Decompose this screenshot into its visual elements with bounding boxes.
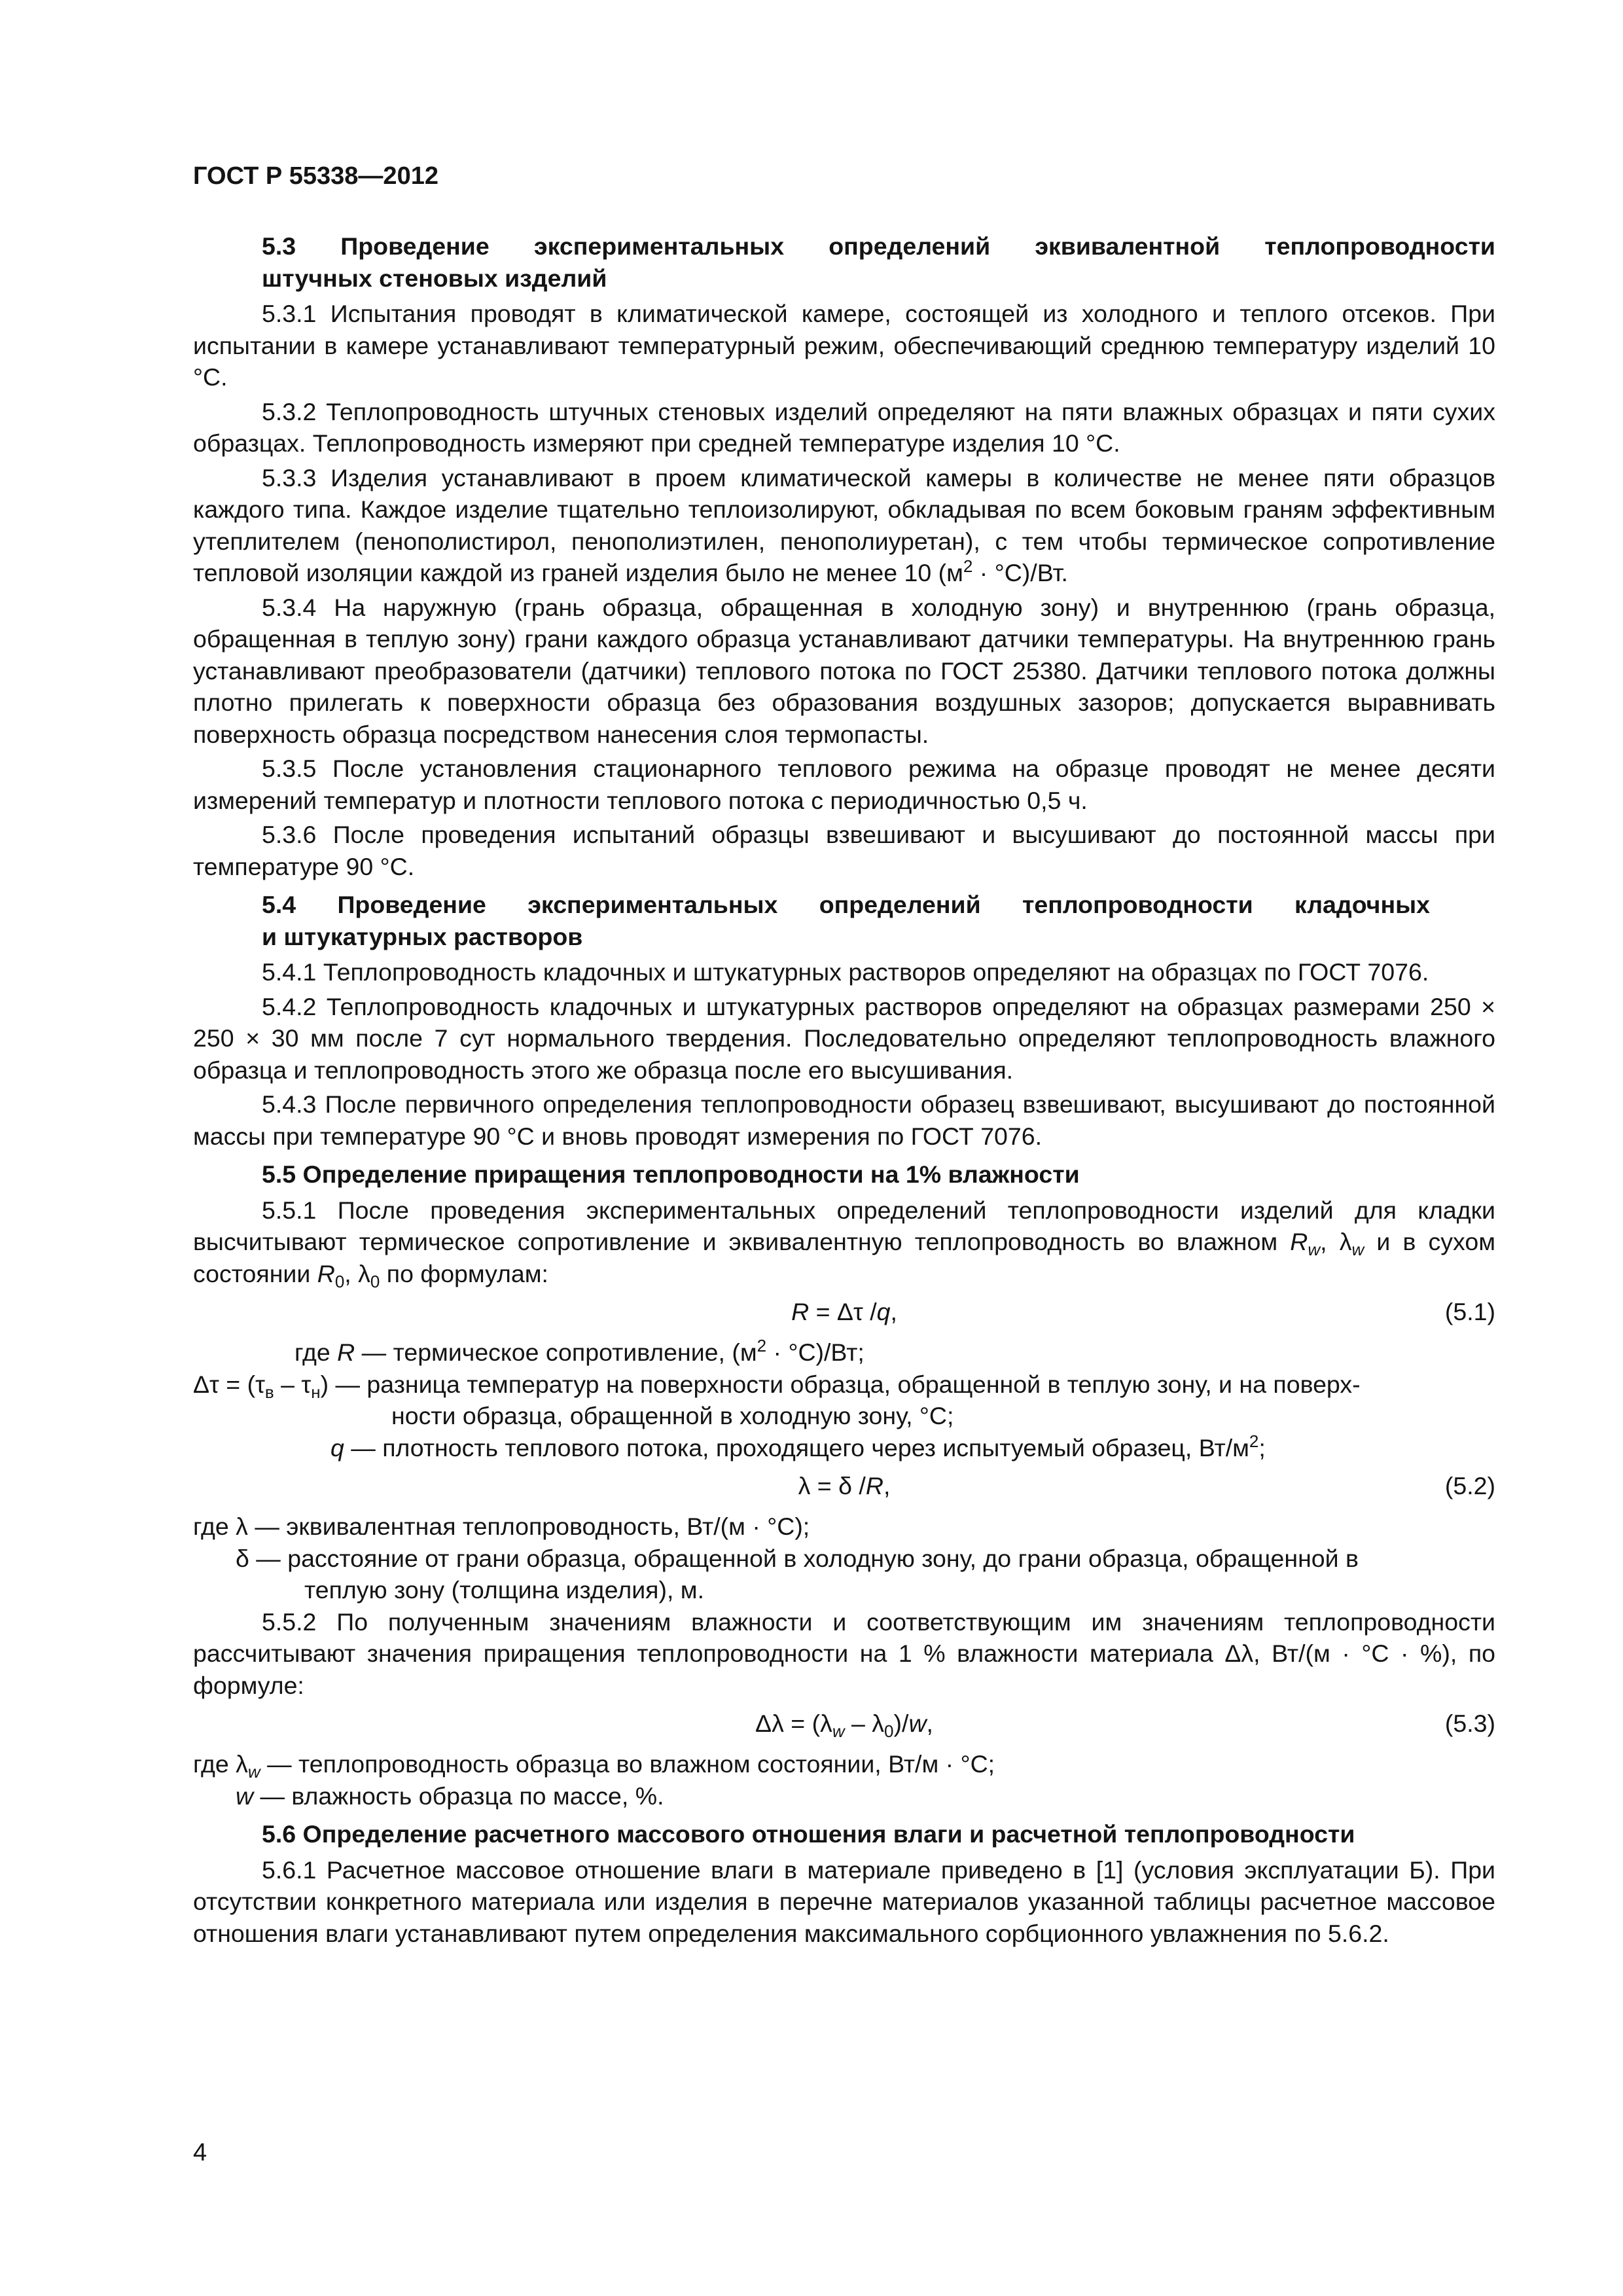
text: Δτ = (τ [193,1370,265,1398]
subscript-w: w [247,1762,260,1782]
section-5-6-title: 5.6 Определение расчетного массового отношения влаги и расчетной теплопроводности [262,1820,1355,1848]
definition-lambda-w [193,1748,1495,1780]
paragraph-5-4-1: 5.4.1 Теплопроводность кладочных и штукатурных растворов определяют на образцах по ГОСТ 7076. [262,958,1429,986]
paragraph-5-3-1: 5.3.1 Испытания проводят в климатической камере, состоящей из холодного и теплого отсеков. При испытании в камере устанавливают температурный режим, обеспечивающий среднюю температуру изделий 10 °C. [193,300,1495,391]
page-number: 4 [193,2139,207,2166]
superscript: 2 [1249,1431,1259,1451]
symbol-R: R [337,1338,355,1366]
text: по формулам: [380,1259,548,1287]
formula-5-1 [193,1293,1495,1333]
subscript-w: w [1351,1240,1364,1259]
formula-5-3 [193,1705,1495,1744]
paragraph-5-3-4: 5.3.4 На наружную (грань образца, обращенная в холодную зону) и внутреннюю (грань образца, обращенная в теплую зону) грани каждого образца устанавливают датчики температуры. На внутреннюю грань устанавливают преобразователи (датчики) теплового потока по ГОСТ 25380. Датчики теплового потока должны плотно прилегать к поверхности образца без образования воздушных зазоров; допускается выравнивать поверхность образца посредством нанесения слоя термопасты. [193,593,1495,748]
definition-delta-tau-continued: ности образца, обращенной в холодную зону, °С; [391,1402,954,1429]
section-5-4-title-line1: 5.4 Проведение экспериментальных определений теплопроводности кладочных [262,891,1430,918]
symbol-q: q [876,1298,891,1325]
paragraph-5-3-5: 5.3.5 После установления стационарного теплового режима на образце проводят не менее десяти измерений температур и плотности теплового потока с периодичностью 0,5 ч. [193,755,1495,814]
paragraph-5-3-2: 5.3.2 Теплопроводность штучных стеновых изделий определяют на пяти влажных образцах и пяти сухих образцах. Теплопроводность измеряют при средней температуре изделия 10 °C. [193,397,1495,457]
symbol-R: R [1290,1228,1308,1255]
text: и в сухом состоянии [193,1228,1496,1287]
definition-delta-tau [193,1369,1495,1401]
formula-5-3-number: (5.3) [1444,1710,1495,1737]
definition-q [193,1432,1495,1464]
text: – τ [274,1370,312,1398]
section-5-3-title-line1: 5.3 Проведение экспериментальных определений эквивалентной теплопроводности [262,232,1495,260]
symbol-q: q [330,1433,344,1462]
definition-R [193,1336,1495,1369]
subscript-0: 0 [334,1271,345,1291]
formula-5-1-number: (5.1) [1444,1298,1495,1325]
paragraph-5-3-6: 5.3.6 После проведения испытаний образцы взвешивают и высушивают до постоянной массы при температуре 90 °С. [193,821,1495,880]
paragraph-5-3-3-unit: · °С)/Вт. [972,559,1068,586]
formula-5-2 [193,1467,1495,1507]
text: · °С)/Вт; [766,1338,865,1366]
symbol-w: w [236,1782,254,1810]
page-content [193,230,1495,1949]
text: = Δτ / [809,1298,877,1325]
formula-5-1-expression [193,1296,1495,1328]
text: – λ [844,1710,885,1737]
text: Δλ = (λ [755,1710,832,1737]
subscript: н [311,1382,321,1402]
paragraph-5-3-3-text: 5.3.3 Изделия устанавливают в проем климатической камеры в количестве не менее пяти образцов каждого типа. Каждое изделие тщательно теплоизолируют, обкладывая по всем боковым граням эффективным утеплителем (пенополистирол, пенополиэтилен, пенополиуретан), с тем чтобы термическое сопротивление тепловой изоляции каждой из граней изделия было не менее 10 (м [193,463,1495,586]
symbol-w: w [908,1710,927,1737]
formula-5-2-expression [193,1470,1495,1502]
text: ; [1258,1433,1266,1462]
paragraph-5-3-3 [193,462,1495,589]
section-5-5-title: 5.5 Определение приращения теплопроводности на 1% влажности [262,1160,1080,1188]
text: , [883,1472,891,1499]
text: , [926,1710,933,1737]
text: , [890,1298,897,1325]
paragraph-5-5-1 [193,1194,1495,1290]
subscript: в [264,1382,274,1402]
definition-delta: δ — расстояние от грани образца, обращенной в холодную зону, до грани образца, обращенной в [236,1544,1359,1572]
definition-lambda: где λ — эквивалентная теплопроводность, Вт/(м · °С); [193,1513,810,1540]
text: 5.5.1 После проведения экспериментальных определений теплопроводности изделий для кладки высчитывают термическое сопротивление и эквивалентную теплопроводность во влажном [193,1196,1495,1255]
formula-5-2-number: (5.2) [1444,1472,1495,1499]
text: — плотность теплового потока, проходящего через испытуемый образец, Вт/м [344,1433,1249,1462]
superscript: 2 [963,556,973,576]
symbol-R: R [865,1472,883,1499]
symbol-lambda: , λ [1320,1228,1352,1255]
subscript-0: 0 [884,1721,894,1741]
symbol-R: R [791,1298,810,1325]
paragraph-5-4-2: 5.4.2 Теплопроводность кладочных и штукатурных растворов определяют на образцах размерами 250 × 250 × 30 мм после 7 сут нормального твердения. Последовательно определяют теплопроводность влажного образца и теплопроводность этого же образца после его высушивания. [193,992,1495,1084]
paragraph-5-5-2: 5.5.2 По полученным значениям влажности и соответствующим им значениям теплопроводности рассчитывают значения приращения теплопроводности на 1 % влажности материала Δλ, Вт/(м · °С · %), по формуле: [193,1607,1495,1699]
text: λ = δ / [798,1472,866,1499]
text: — влажность образца по массе, %. [253,1782,664,1810]
paragraph-5-4-3: 5.4.3 После первичного определения теплопроводности образец взвешивают, высушивают до постоянной массы при температуре 90 °С и вновь проводят измерения по ГОСТ 7076. [193,1090,1495,1150]
symbol-lambda: , λ [344,1259,370,1287]
text: ) — разница температур на поверхности образца, обращенной в теплую зону, и на поверх- [320,1370,1361,1398]
definition-w [193,1780,1495,1812]
section-5-4-title [193,889,1495,952]
subscript-w: w [832,1721,845,1741]
section-5-3-title [193,230,1495,294]
formula-5-3-expression [193,1708,1495,1740]
paragraph-5-6-1: 5.6.1 Расчетное массовое отношение влаги в материале приведено в [1] (условия эксплуатации Б). При отсутствии конкретного материала или изделия в перечне материалов указанной таблицы расчетное массовое отношения влаги устанавливают путем определения максимального сорбционного увлажнения по 5.6.2. [193,1856,1495,1947]
text: — термическое сопротивление, (м [355,1338,757,1366]
definition-delta-continued: теплую зону (толщина изделия), м. [304,1576,705,1604]
section-5-4-title-line2: и штукатурных растворов [262,922,583,950]
text: где λ [193,1750,248,1778]
symbol-R: R [317,1259,335,1287]
section-5-3-title-line2: штучных стеновых изделий [262,264,607,292]
superscript: 2 [757,1336,767,1355]
subscript-0: 0 [370,1271,380,1291]
text: где [294,1338,338,1366]
subscript-w: w [1308,1240,1321,1259]
text: )/ [893,1710,909,1737]
document-id-header: ГОСТ Р 55338—2012 [193,162,438,190]
text: — теплопроводность образца во влажном состоянии, Вт/м · °С; [260,1750,995,1778]
